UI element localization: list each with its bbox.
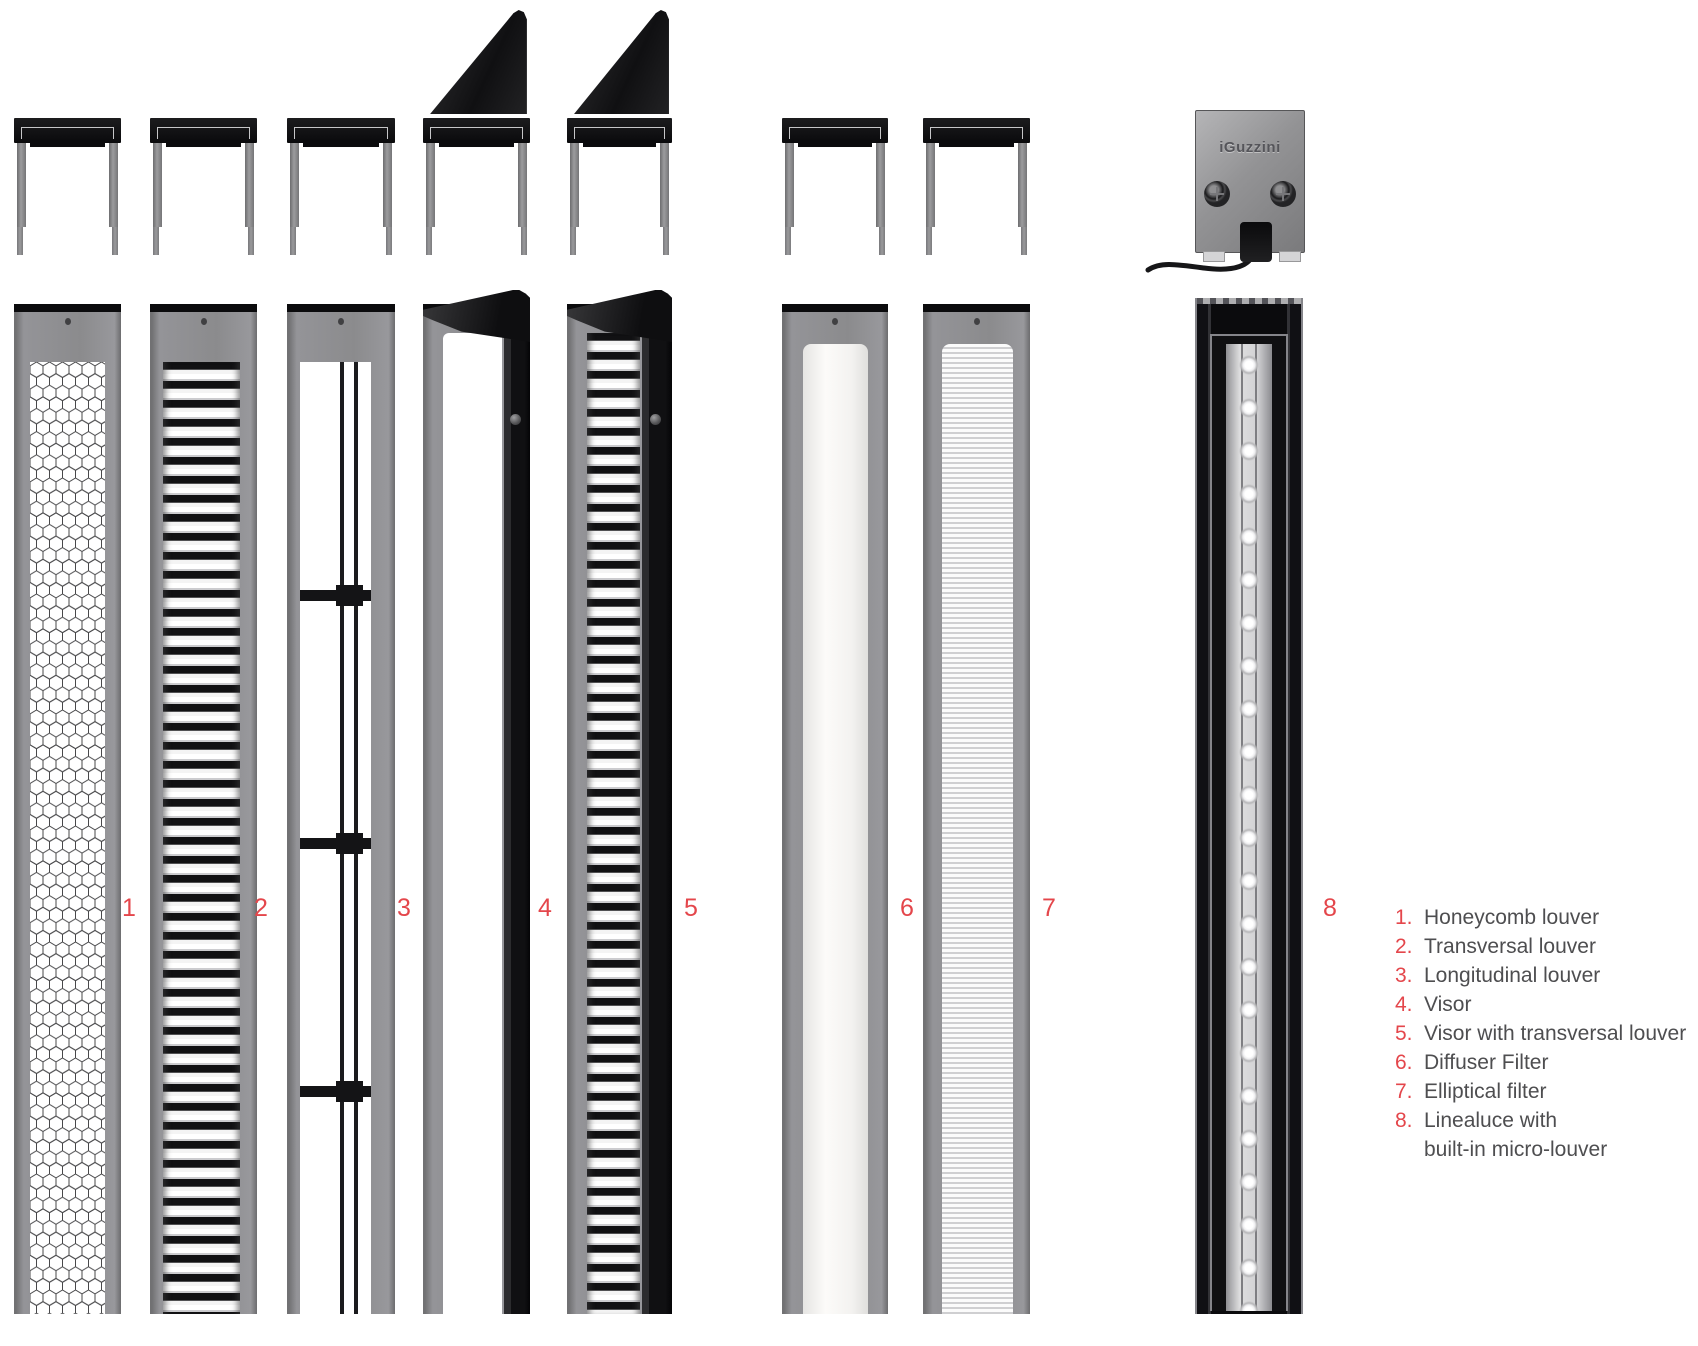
fixing-hole bbox=[832, 318, 838, 325]
legend-number: 4. bbox=[1395, 993, 1413, 1016]
legend-row-3 bbox=[1395, 961, 1686, 990]
transversal-louver-window bbox=[163, 362, 240, 1314]
screw-icon bbox=[1204, 181, 1230, 207]
strip-linealuce-luminaire bbox=[1195, 298, 1303, 1314]
fixing-hole bbox=[974, 318, 980, 325]
visor-side-panel bbox=[502, 304, 530, 1314]
fixing-hole bbox=[65, 318, 71, 325]
legend bbox=[1395, 903, 1686, 1164]
honeycomb-pattern bbox=[30, 362, 105, 1314]
legend-row-4 bbox=[1395, 990, 1686, 1019]
legend-number: 8. bbox=[1395, 1109, 1413, 1132]
cross-section-6 bbox=[782, 118, 888, 255]
louver-crossbar bbox=[300, 1086, 371, 1097]
cross-section-2 bbox=[150, 118, 257, 255]
legend-label: Honeycomb louver bbox=[1424, 906, 1600, 929]
mounting-foot bbox=[1279, 251, 1301, 262]
legend-label: built-in micro-louver bbox=[1424, 1138, 1608, 1161]
louver-crossbar bbox=[300, 590, 371, 601]
visor-triangle-4 bbox=[427, 10, 530, 114]
strip-longitudinal-louver bbox=[287, 304, 395, 1314]
cable-gland bbox=[1240, 222, 1272, 262]
legend-label: Transversal louver bbox=[1424, 935, 1596, 958]
marker-2: 2 bbox=[254, 894, 268, 922]
strip-end-cap bbox=[782, 304, 888, 312]
cross-section-3 bbox=[287, 118, 395, 255]
strip-visor-transversal-louver bbox=[567, 304, 672, 1314]
louver-crossbar bbox=[300, 838, 371, 849]
legend-row-7 bbox=[1395, 1077, 1686, 1106]
profile-cap bbox=[287, 118, 395, 143]
cross-section-7 bbox=[923, 118, 1030, 255]
visor-opening bbox=[443, 333, 502, 1314]
profile-cap bbox=[14, 118, 121, 143]
marker-5: 5 bbox=[684, 894, 698, 922]
fixing-hole bbox=[338, 318, 344, 325]
screw-icon bbox=[650, 414, 661, 425]
legend-row-2 bbox=[1395, 932, 1686, 961]
luminaire-recess bbox=[1210, 334, 1288, 1311]
marker-8: 8 bbox=[1323, 894, 1337, 922]
legend-number: 6. bbox=[1395, 1051, 1413, 1074]
marker-6: 6 bbox=[900, 894, 914, 922]
legend-row-1 bbox=[1395, 903, 1686, 932]
legend-label: Longitudinal louver bbox=[1424, 964, 1601, 987]
marker-3: 3 bbox=[397, 894, 411, 922]
marker-7: 7 bbox=[1042, 894, 1056, 922]
visor-side-panel bbox=[640, 304, 672, 1314]
profile-cap bbox=[423, 118, 530, 143]
diffuser-panel bbox=[803, 344, 868, 1314]
strip-transversal-louver bbox=[150, 304, 257, 1314]
legend-number: 5. bbox=[1395, 1022, 1413, 1045]
cross-section-4 bbox=[423, 118, 530, 255]
elliptical-filter-panel bbox=[942, 344, 1013, 1314]
legend-row-8 bbox=[1395, 1106, 1686, 1135]
legend-label: Linealuce with bbox=[1424, 1109, 1558, 1132]
legend-label: Diffuser Filter bbox=[1424, 1051, 1549, 1074]
longitudinal-louver-window bbox=[300, 362, 371, 1314]
legend-label: Visor with transversal louver bbox=[1424, 1022, 1687, 1045]
legend-number: 3. bbox=[1395, 964, 1413, 987]
legend-number: 7. bbox=[1395, 1080, 1413, 1103]
strip-diffuser-filter bbox=[782, 304, 888, 1314]
legend-row-8-continuation bbox=[1395, 1135, 1686, 1164]
iguzzini-logo: iGuzzini bbox=[1219, 139, 1281, 156]
marker-1: 1 bbox=[122, 894, 136, 922]
profile-cap bbox=[567, 118, 672, 143]
profile-cap bbox=[150, 118, 257, 143]
screw-icon bbox=[1270, 181, 1296, 207]
transversal-louver-window bbox=[587, 333, 640, 1314]
strip-end-cap bbox=[14, 304, 121, 312]
strip-elliptical-filter bbox=[923, 304, 1030, 1314]
strip-end-cap bbox=[923, 304, 1030, 312]
legend-label: Elliptical filter bbox=[1424, 1080, 1547, 1103]
legend-row-5 bbox=[1395, 1019, 1686, 1048]
honeycomb-window bbox=[30, 362, 105, 1314]
profile-cap bbox=[923, 118, 1030, 143]
led-optics-channel bbox=[1226, 344, 1272, 1311]
legend-label: Visor bbox=[1424, 993, 1472, 1016]
cross-section-1 bbox=[14, 118, 121, 255]
profile-cap bbox=[782, 118, 888, 143]
legend-row-6 bbox=[1395, 1048, 1686, 1077]
legend-number: 1. bbox=[1395, 906, 1413, 929]
luminaire-end bbox=[1197, 298, 1301, 304]
legend-number: 2. bbox=[1395, 935, 1413, 958]
cross-section-5 bbox=[567, 118, 672, 255]
marker-4: 4 bbox=[538, 894, 552, 922]
fixing-hole bbox=[201, 318, 207, 325]
visor-triangle-5 bbox=[571, 10, 672, 114]
strip-end-cap bbox=[287, 304, 395, 312]
screw-icon bbox=[510, 414, 521, 425]
strip-end-cap bbox=[150, 304, 257, 312]
strip-honeycomb-louver bbox=[14, 304, 121, 1314]
strip-visor bbox=[423, 304, 530, 1314]
